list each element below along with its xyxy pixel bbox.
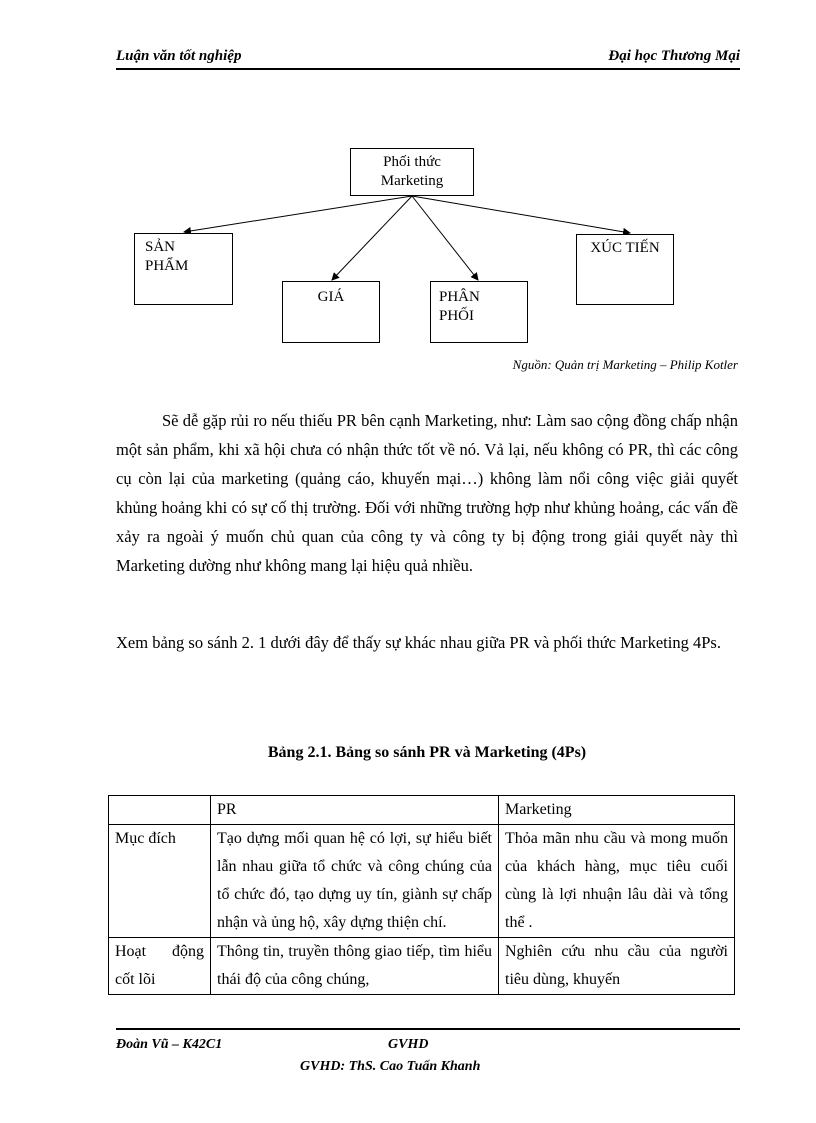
footer-supervisor: GVHD: ThS. Cao Tuấn Khanh — [300, 1059, 481, 1074]
table-header-cell — [109, 796, 211, 825]
table-row-label: Mục đích — [109, 825, 211, 938]
root-label-line2: Marketing — [380, 173, 444, 189]
promotion-label: XÚC TIẾN — [590, 240, 660, 256]
table-title: Bảng 2.1. Bảng so sánh PR và Marketing (4Ps) — [267, 744, 587, 761]
header-university-label: Đại học Thương Mại — [608, 48, 740, 64]
place-label-line2: PHỐI — [439, 308, 475, 324]
box-product — [134, 233, 233, 305]
arrow-to-product — [184, 196, 412, 232]
box-promotion — [576, 234, 674, 305]
table-cell-pr: Tạo dựng mối quan hệ có lợi, sự hiểu biết lẫn nhau giữa tổ chức và công chúng của tổ chức đó, tạo dựng uy tín, giành sự chấp nhận và ủng hộ, xây dựng thiện chí. — [211, 825, 499, 938]
table-row — [109, 825, 735, 938]
table-header-row — [109, 796, 735, 825]
table-row — [109, 938, 735, 995]
footer-author: Đoàn Vũ – K42C1 — [116, 1037, 223, 1052]
root-label-line1: Phối thức — [383, 154, 441, 170]
table-row-label: Hoạt động cốt lõi — [109, 938, 211, 995]
paragraph-pr-risk: Sẽ dễ gặp rủi ro nếu thiếu PR bên cạnh Marketing, như: Làm sao cộng đồng chấp nhận một sản phẩm, khi xã hội chưa có nhận thức tốt về nó. Vả lại, nếu không có PR, thì các công cụ còn lại của marketing (quảng cáo, khuyến mại…) không làm nổi công việc giải quyết khủng hoảng khi có sự cố thị trường. Đối với những trường hợp như khủng hoảng, các vấn đề xảy ra ngoài ý muốn chủ quan của công ty và công ty bị động trong giải quyết này thì Marketing dường như không mang lại hiệu quả nhiều. — [116, 411, 738, 575]
box-place — [430, 281, 528, 343]
paragraph-see-table: Xem bảng so sánh 2. 1 dưới đây để thấy sự khác nhau giữa PR và phối thức Marketing 4Ps. — [116, 633, 721, 652]
header-thesis-label: Luận văn tốt nghiệp — [116, 48, 242, 64]
table-cell-pr: Thông tin, truyền thông giao tiếp, tìm hiểu thái độ của công chúng, — [211, 938, 499, 995]
place-label-line1: PHÂN — [439, 289, 480, 305]
table-header-cell: Marketing — [499, 796, 735, 825]
root-box-marketing-mix — [350, 148, 474, 196]
product-label-line2: PHẨM — [145, 258, 189, 274]
comparison-table — [108, 795, 735, 995]
comparison-table-wrapper — [100, 795, 745, 1019]
box-price — [282, 281, 380, 343]
table-cell-marketing: Thỏa mãn nhu cầu và mong muốn của khách hàng, mục tiêu cuối cùng là lợi nhuận lâu dài và tổng thể . — [499, 825, 735, 938]
marketing-mix-diagram — [100, 140, 750, 355]
arrow-to-place — [412, 196, 478, 280]
price-label: GIÁ — [317, 289, 345, 305]
table-cell-marketing: Nghiên cứu nhu cầu của người tiêu dùng, khuyến — [499, 938, 735, 995]
page-header — [116, 48, 740, 70]
arrow-to-promotion — [412, 196, 630, 233]
diagram-source-caption: Nguồn: Quản trị Marketing – Philip Kotler — [512, 357, 738, 372]
arrow-to-price — [332, 196, 412, 280]
table-header-cell: PR — [211, 796, 499, 825]
product-label-line1: SẢN — [145, 239, 176, 255]
footer-divider — [116, 1028, 740, 1030]
footer-supervisor-short: GVHD — [388, 1037, 429, 1052]
